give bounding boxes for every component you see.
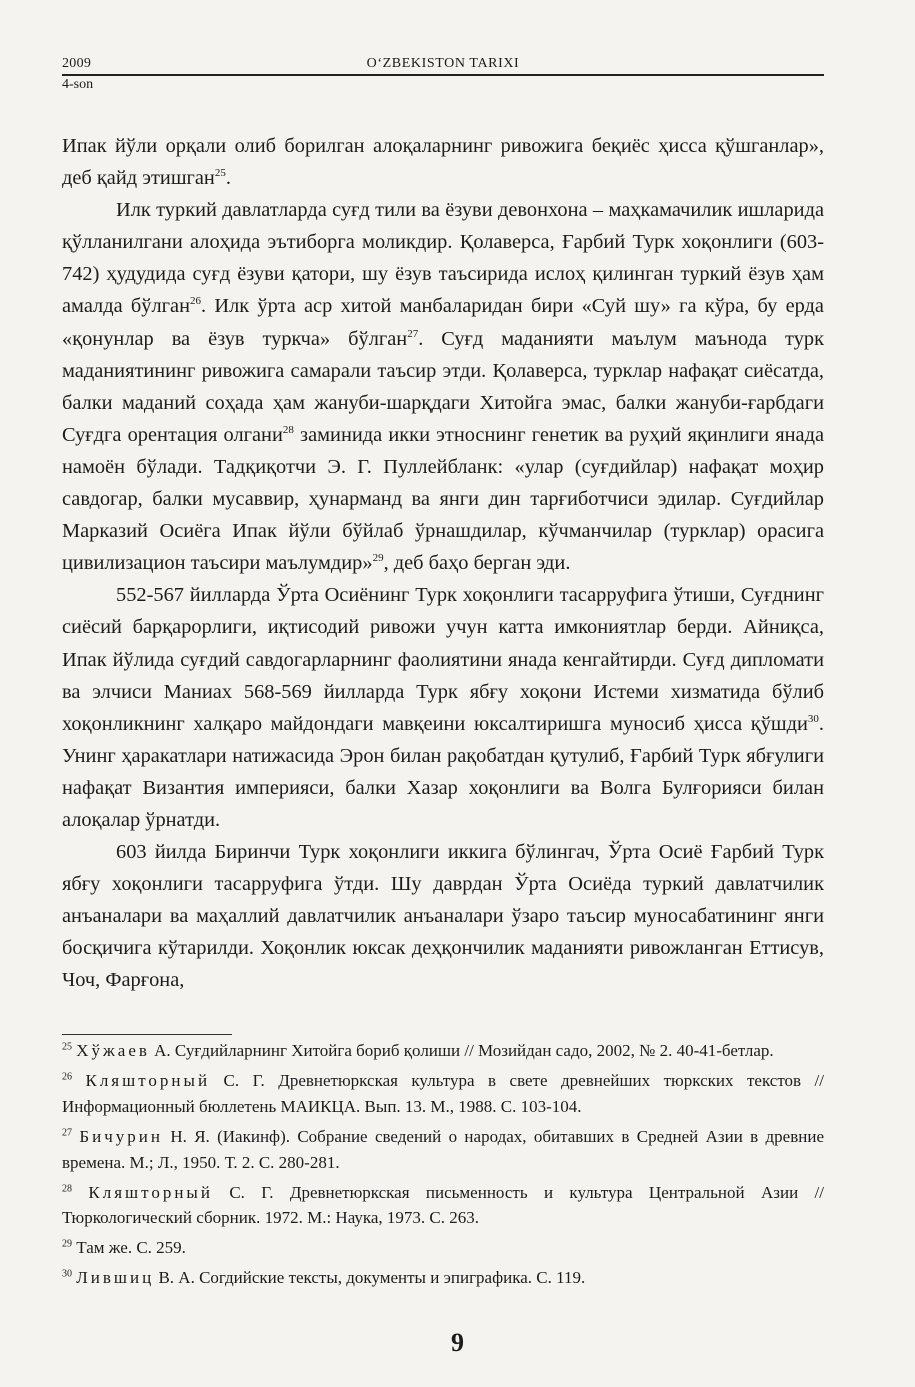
paragraph-2-text-d: заминида икки этноснинг генетик ва руҳий яқинлиги янада намоён бўлади. Тадқиқотчи Э. Г. Пуллейбланк: «улар (суғдийлар) нафақат моҳир савдогар, балки мусаввир, ҳунарманд ва янги дин тарғиботчиси эдилар. Суғдийлар Марказий Осиёга Ипак йўли бўйлаб ўрнашдилар, кўчманчилар (турклар) орасига цивилизацион таъсири маълумдир» <box>62 423 824 575</box>
footnote-text: А. Суғдийларнинг Хитойга бориб қолиши // Мозийдан садо, 2002, № 2. 40-41-бетлар. <box>149 1041 774 1060</box>
footnote-ref-30[interactable]: 30 <box>807 712 819 725</box>
footnote-number: 30 <box>62 1268 72 1280</box>
running-head <box>62 52 824 74</box>
footnote-author: Лившиц <box>76 1268 155 1288</box>
paragraph-4 <box>62 836 824 996</box>
header-journal-title: O‘ZBEKISTON TARIXI <box>366 56 520 71</box>
main-text <box>62 130 824 997</box>
footnote-ref-25[interactable]: 25 <box>214 167 226 180</box>
footnote-ref-28[interactable]: 28 <box>282 424 294 437</box>
footnote-number: 26 <box>62 1071 72 1083</box>
footnote-text: Там же. С. 259. <box>76 1238 186 1258</box>
footnote-ref-29[interactable]: 29 <box>372 552 384 565</box>
footnote-29 <box>62 1235 824 1261</box>
footnote-25 <box>62 1038 824 1064</box>
paragraph-2-text-a: Илк туркий давлатларда суғд тили ва ёзуви девонхона – маҳкамачилик ишларида қўлланилгани алоҳида эътиборга моликдир. Қолаверса, Ғарбий Турк хоқонлиги (603-742) ҳудудида суғд ёзуви қатори, шу ёзув таъсирида ислоҳ қилинган туркий ёзув ҳам амалда бўлган <box>62 199 824 318</box>
footnote-author: Бичурин <box>79 1126 163 1146</box>
footnote-author: Хўжаев <box>76 1041 150 1060</box>
footnote-author: Кляшторный <box>88 1182 213 1202</box>
footnote-text: Н. Я. (Иакинф). Собрание сведений о народах, обитавших в Средней Азии в древние времена. М.; Л., 1950. Т. 2. С. 280-281. <box>62 1126 824 1172</box>
paragraph-3 <box>62 579 824 836</box>
footnote-30 <box>62 1265 824 1291</box>
footnote-27 <box>62 1124 824 1176</box>
paragraph-1-end: . <box>225 167 231 190</box>
paragraph-2-text-b: . Илк ўрта аср хитой манбаларидан бири «Суй шу» га кўра, бу ерда «қонунлар ва ёзув туркча» бўлган <box>62 295 824 350</box>
footnote-number: 27 <box>62 1127 72 1139</box>
footnote-number: 25 <box>62 1041 72 1053</box>
paragraph-4-text: 603 йилда Биринчи Турк хоқонлиги иккига бўлингач, Ўрта Осиё Ғарбий Турк ябғу хоқонлиги тасарруфига ўтди. Шу даврдан Ўрта Осиёда туркий давлатчилик анъаналари ва маҳаллий давлатчилик анъаналари ўзаро таъсир муносабатининг янги босқичига кўтарилди. Хоқонлик юксак деҳқончилик маданияти ривожланган Еттисув, Чоч, Фарғона, <box>62 841 824 992</box>
footnote-text: С. Г. Древнетюркская культура в свете древнейших тюркских текстов // Информационный бюллетень МАИКЦА. Вып. 13. М., 1988. С. 103-104. <box>62 1070 824 1116</box>
footnote-text: В. А. Согдийские тексты, документы и эпиграфика. С. 119. <box>154 1268 586 1288</box>
paragraph-2-text-c: . Суғд маданияти маълум маънода турк маданиятининг ривожига самарали таъсир этди. Қолаверса, турклар нафақат сиёсатда, балки маданий соҳада ҳам жануби-шарқдаги Хитойга эмас, балки жануби-ғарбдаги Суғдга орентация олгани <box>62 327 824 446</box>
paragraph-1-text: Ипак йўли орқали олиб борилган алоқаларнинг ривожига беқиёс ҳисса қўшганлар», деб қайд этишган <box>62 135 824 190</box>
paragraph-2-text-e: , деб баҳо берган эди. <box>383 552 571 575</box>
footnote-28 <box>62 1180 824 1232</box>
footnote-author: Кляшторный <box>85 1070 211 1090</box>
footnote-number: 28 <box>62 1182 72 1194</box>
footnote-text: С. Г. Древнетюркская письменность и культура Центральной Азии // Тюркологический сборник. 1972. М.: Наука, 1973. С. 263. <box>62 1182 825 1228</box>
paragraph-1 <box>62 130 824 194</box>
footnote-separator <box>62 1034 232 1035</box>
footnote-number: 29 <box>62 1238 72 1250</box>
header-rule <box>62 74 824 76</box>
header-year: 2009 <box>62 56 92 71</box>
footnote-26 <box>62 1068 824 1120</box>
paragraph-3-text-b: . Унинг ҳаракатлари натижасида Эрон билан рақобатдан қутулиб, Ғарбий Турк ябғулиги нафақат Византия империяси, балки Хазар хоқонлиги ва Волга Булғорияси билан алоқалар ўрнатди. <box>62 712 824 831</box>
paragraph-2 <box>62 194 824 579</box>
page-number: 9 <box>451 1328 464 1357</box>
footnote-ref-26[interactable]: 26 <box>189 295 201 308</box>
footnotes <box>62 1038 824 1295</box>
paragraph-3-text-a: 552-567 йилларда Ўрта Осиёнинг Турк хоқонлиги тасарруфига ўтиши, Суғднинг сиёсий барқарорлиги, иқтисодий ривожи учун катта имкониятлар берди. Айниқса, Ипак йўлида суғдий савдогарларнинг фаолиятини янада кенгайтирди. Суғд дипломати ва элчиси Маниах 568-569 йилларда Турк ябғу хоқони Истеми хизматида бўлиб хоқонликнинг халқаро майдондаги мавқеини юксалтиришга муносиб ҳисса қўшди <box>62 584 824 735</box>
header-issue: 4-son <box>62 77 94 92</box>
footnote-ref-27[interactable]: 27 <box>407 327 419 340</box>
